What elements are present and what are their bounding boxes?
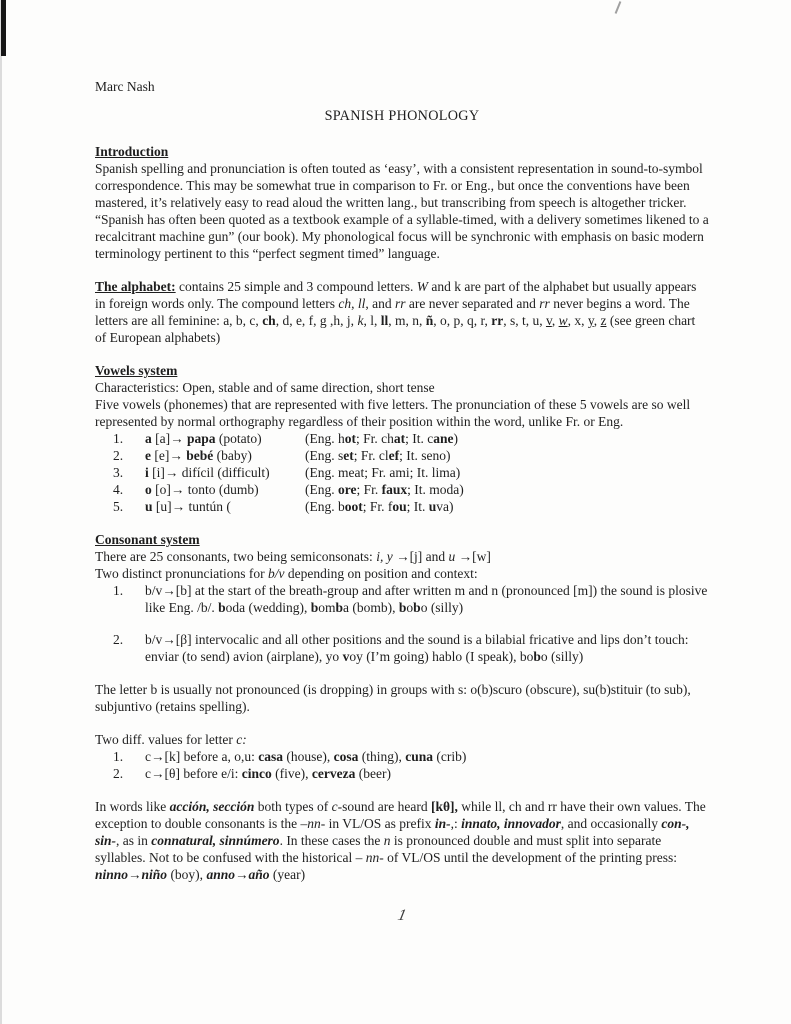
item-number: 2. [113, 766, 124, 781]
alphabet-paragraph: The alphabet: contains 25 simple and 3 compound letters. W and k are part of the alphabet but usually appears in foreign words only. The compound letters ch, ll, and rr are never separated and rr never begins a word. The letters are all feminine: a, b, c, ch, d, e, f, g ,h, j, k, l, ll, m, n, ñ, o, p, q, r, rr, s, t, u, v, w, x, y, z (see green chart of European alphabets) [95, 279, 697, 345]
scanner-corner-mark [1, 0, 6, 56]
consonant-rule: b/v→[b] at the start of the breath-group and after written m and n (pronounced [m]) the sound is plosive like Eng. /b/. boda (wedding), bomba (bomb), bobo (silly) [145, 583, 708, 615]
consonant-item [95, 631, 709, 665]
letter-c-rule: c→[k] before a, o,u: casa (house), cosa (thing), cuna (crib) [145, 749, 467, 764]
item-number: 4. [113, 482, 124, 497]
consonants-heading: Consonant system [95, 532, 200, 547]
item-number: 2. [113, 448, 124, 463]
author-line: Marc Nash [95, 79, 155, 94]
language-examples: (Eng. boot; Fr. fou; It. uva) [305, 499, 454, 514]
language-examples: (Eng. meat; Fr. ami; It. lima) [305, 465, 461, 480]
vowel-example: i [i]→ difícil (difficult) [145, 465, 270, 480]
letter-c-item [95, 765, 709, 782]
item-number: 3. [113, 465, 124, 480]
document-title: SPANISH PHONOLOGY [324, 108, 480, 124]
language-examples: (Eng. hot; Fr. chat; It. cane) [305, 431, 459, 446]
item-number: 1. [113, 583, 124, 598]
vowel-item [95, 481, 709, 498]
letter-c-rule: c→[θ] before e/i: cinco (five), cerveza (beer) [145, 766, 391, 781]
vowel-item [95, 498, 709, 515]
item-number: 2. [113, 632, 124, 647]
consonant-rule: b/v→[β] intervocalic and all other positions and the sound is a bilabial fricative and lips don’t touch: enviar (to send) avion (airplane), yo voy (I’m going) hablo (I speak), bobo (silly) [145, 632, 689, 664]
vowel-item [95, 430, 709, 447]
language-examples: (Eng. ore; Fr. faux; It. moda) [305, 482, 464, 497]
letter-c-item [95, 748, 709, 765]
intro-paragraph: Spanish spelling and pronunciation is often touted as ‘easy’, with a consistent representation in sound-to-symbol correspondence. This may be somewhat true in comparison to Fr. or Eng., but once the conventions have been mastered, it’s relatively easy to read aloud the written lang., but transcribing from speech is altogether tricker. “Spanish has often been quoted as a textbook example of a syllable-timed, with a delivery sometimes likened to a recalcitrant machine gun” (our book). My phonological focus will be synchronic with emphasis on basic modern terminology pertinent to this “perfect segment timed” language. [95, 161, 709, 261]
closing-paragraph: In words like acción, sección both types of c-sound are heard [kθ], while ll, ch and rr have their own values. The exception to double consonants is the –nn- in VL/OS as prefix in-,: innato, innovador, and occasionally con-, sin-, as in connatural, sinnúmero. In these cases the n is pronounced double and must split into separate syllables. Not to be confused with the historical – nn- of VL/OS until the development of the printing press: ninno→niño (boy), anno→año (year) [95, 799, 706, 882]
item-number: 5. [113, 499, 124, 514]
vowels-heading: Vowels system [95, 363, 178, 378]
item-number: 1. [113, 431, 124, 446]
letter-c-intro: Two diff. values for letter c: [95, 732, 247, 747]
vowel-example: o [o]→ tonto (dumb) [145, 482, 259, 497]
handwritten-page-number: 1 [396, 907, 408, 924]
language-examples: (Eng. set; Fr. clef; It. seno) [305, 448, 451, 463]
intro-heading: Introduction [95, 144, 169, 159]
document-content [95, 78, 709, 924]
scanner-stray-mark [615, 1, 622, 14]
vowel-item [95, 447, 709, 464]
vowel-example: u [u]→ tuntún ( [145, 499, 231, 514]
vowels-paragraph: Five vowels (phonemes) that are represented with five letters. The pronunciation of these 5 vowels are so well represented by normal orthography regardless of their position within the word, unlike Fr. or Eng. [95, 397, 691, 429]
consonant-item [95, 582, 709, 616]
consonants-line2: Two distinct pronunciations for b/v depending on position and context: [95, 566, 478, 581]
vowel-example: e [e]→ bebé (baby) [145, 448, 252, 463]
scanner-edge-line [0, 0, 2, 1024]
item-number: 1. [113, 749, 124, 764]
letter-b-paragraph: The letter b is usually not pronounced (is dropping) in groups with s: o(b)scuro (obscure), su(b)stituir (to sub), subjuntivo (retains spelling). [95, 682, 691, 714]
consonants-line1: There are 25 consonants, two being semiconsonats: i, y →[j] and u →[w] [95, 549, 491, 564]
page-number [95, 907, 709, 924]
vowels-characteristics: Characteristics: Open, stable and of same direction, short tense [95, 380, 435, 395]
vowel-item [95, 464, 709, 481]
vowel-example: a [a]→ papa (potato) [145, 431, 262, 446]
